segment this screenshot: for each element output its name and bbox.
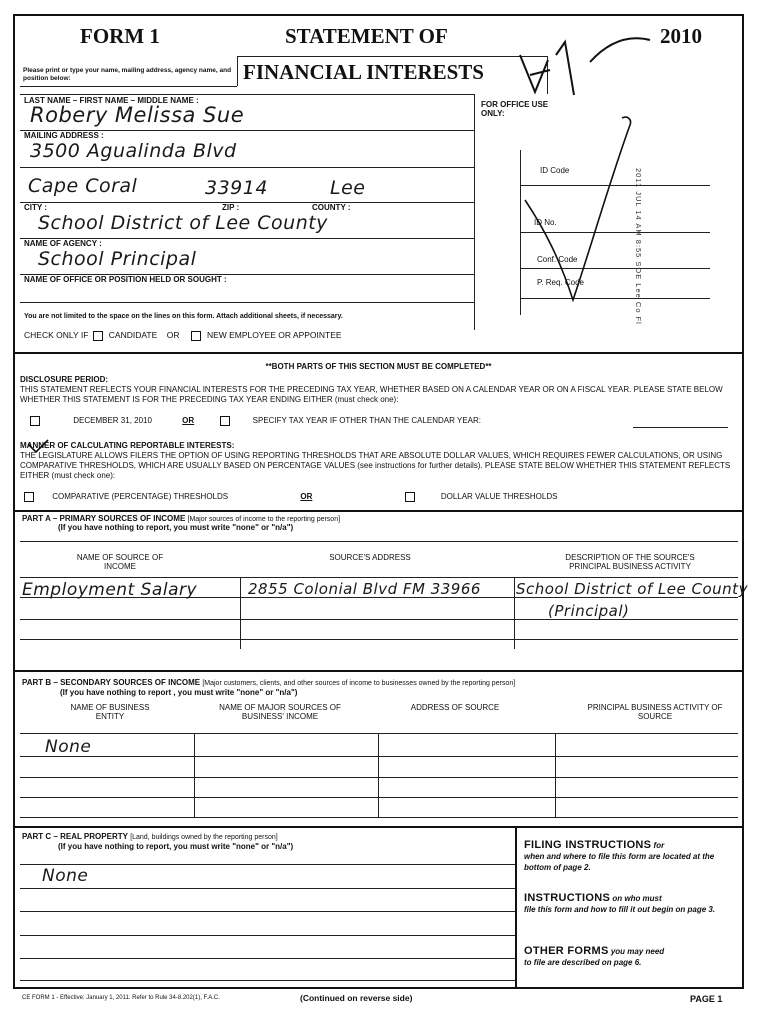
filing-head: FILING INSTRUCTIONS: [524, 839, 652, 851]
rule: [20, 864, 516, 865]
period-text: THIS STATEMENT REFLECTS YOUR FINANCIAL INTERESTS FOR THE PRECEDING TAX YEAR, WHETHER BASED ON A CALENDAR YEAR OR ON A FISCAL YEAR. PLEASE STATE BELOW WHETHER THIS STATEMENT IS FOR THE PRECEDING TAX YEAR ENDING EITHER (must check one):: [20, 385, 723, 404]
specify-checkbox[interactable]: [220, 416, 230, 426]
part-a-row1-desc[interactable]: School District of Lee County: [516, 580, 748, 598]
footer-page: PAGE 1: [690, 994, 723, 1004]
instr-text: file this form and how to fill it out begin on page 3.: [524, 905, 716, 914]
conf-code-label: Conf. Code: [537, 255, 578, 264]
rule: [20, 541, 738, 542]
check-only-label: CHECK ONLY IF: [24, 330, 89, 340]
part-a-row2-desc[interactable]: (Principal): [548, 602, 630, 620]
rule: [20, 756, 738, 757]
part-c-sub: (If you have nothing to report, you must write "none" or "n/a"): [58, 842, 294, 851]
or-label: OR: [300, 492, 313, 502]
footer-left: CE FORM 1 - Effective: January 1, 2011. Refer to Rule 34-8.202(1), F.A.C.: [22, 995, 220, 1001]
candidate-label: CANDIDATE: [108, 330, 158, 340]
who-must-file: [524, 893, 736, 915]
address-value[interactable]: 3500 Agualinda Blvd: [30, 140, 237, 162]
dec31-checkbox[interactable]: [30, 416, 40, 426]
swoosh-line: [590, 38, 650, 62]
filing-instructions: [524, 840, 736, 873]
part-a-col2: SOURCE'S ADDRESS: [329, 553, 411, 562]
p-req-code-label: P. Req. Code: [537, 278, 584, 287]
county-label: COUNTY :: [312, 203, 351, 212]
section-divider: [13, 510, 744, 512]
rule: [555, 733, 556, 817]
rule: [20, 777, 738, 778]
part-b-sub: (If you have nothing to report , you must write "none" or "n/a"): [60, 688, 298, 697]
office-check-mark: [525, 117, 631, 300]
other-on: you may need: [610, 947, 665, 956]
part-c-title: PART C – REAL PROPERTY: [22, 832, 128, 841]
disclosure-banner: **BOTH PARTS OF THIS SECTION MUST BE COMPLETED**: [265, 362, 492, 371]
part-b-col3: ADDRESS OF SOURCE: [410, 703, 500, 712]
instr-head: INSTRUCTIONS: [524, 892, 611, 904]
rule: [20, 911, 516, 912]
rule: [378, 733, 379, 817]
instr-on: on who must: [612, 894, 662, 903]
manner-text: THE LEGISLATURE ALLOWS FILERS THE OPTION OF USING REPORTING THRESHOLDS THAT ARE ABSOLUTE DOLLAR VALUES, WHICH REQUIRES FEWER CALCULATIONS, OR USING COMPARATIVE THRESHOLDS, WHICH ARE USUALLY BASED ON PERCENTAGE VALUES (see instructions for further details). PLEASE STATE BELOW WHETHER THIS STATEMENT REFLECTS EITHER (must check one):: [20, 451, 731, 480]
form-number: FORM 1: [80, 24, 160, 48]
rule: [20, 958, 516, 959]
agency-label: NAME OF AGENCY :: [24, 239, 102, 248]
other-forms: [524, 946, 736, 968]
part-a-row1-address[interactable]: 2855 Colonial Blvd FM 33966: [248, 580, 481, 598]
filing-for: for: [653, 841, 665, 850]
part-a-row1-name[interactable]: Employment Salary: [22, 580, 198, 600]
rule: [20, 733, 738, 734]
rule: [20, 639, 738, 640]
city-label: CITY :: [24, 203, 47, 212]
dec31-label: DECEMBER 31, 2010: [73, 416, 152, 426]
rule: [240, 577, 241, 649]
zip-value[interactable]: 33914: [205, 177, 268, 199]
name-label: LAST NAME – FIRST NAME – MIDDLE NAME :: [24, 96, 199, 105]
part-a-col1: NAME OF SOURCE OF INCOME: [76, 553, 164, 571]
rule: [20, 797, 738, 798]
specify-line: [633, 427, 728, 428]
city-value[interactable]: Cape Coral: [28, 175, 138, 197]
rule: [20, 888, 516, 889]
address-label: MAILING ADDRESS :: [24, 131, 104, 140]
part-b-title: PART B – SECONDARY SOURCES OF INCOME: [22, 678, 201, 687]
rule: [20, 980, 516, 981]
part-a-note: [Major sources of income to the reporting person]: [187, 516, 341, 523]
rule: [194, 733, 195, 817]
space-note: You are not limited to the space on the lines on this form. Attach additional sheets, if necessary.: [24, 313, 343, 320]
print-note: Please print or type your name, mailing address, agency name, and position below:: [23, 67, 232, 82]
period-title: DISCLOSURE PERIOD:: [20, 375, 109, 384]
section-divider: [13, 352, 744, 354]
dollar-checkbox[interactable]: [405, 492, 415, 502]
part-a-col3: DESCRIPTION OF THE SOURCE'S PRINCIPAL BUSINESS ACTIVITY: [565, 553, 695, 571]
agency-value[interactable]: School District of Lee County: [38, 212, 328, 234]
id-no-label: ID No.: [534, 218, 557, 227]
filing-text: when and where to file this form are located at the bottom of page 2.: [524, 852, 715, 872]
part-b-heading: [22, 678, 515, 687]
or-label: OR: [182, 416, 195, 426]
part-c-note: [Land, buildings owned by the reporting person]: [130, 834, 278, 841]
footer-continued: (Continued on reverse side): [300, 993, 413, 1003]
form-year: 2010: [660, 24, 702, 48]
rule: [20, 577, 738, 578]
form-title-line1: STATEMENT OF: [285, 24, 448, 48]
name-value[interactable]: Robery Melissa Sue: [30, 103, 245, 127]
part-a-title: PART A – PRIMARY SOURCES OF INCOME: [22, 514, 186, 523]
comparative-checkbox[interactable]: [24, 492, 34, 502]
dec31-row: [28, 416, 481, 426]
rule: [20, 935, 516, 936]
part-b-col2: NAME OF MAJOR SOURCES OF BUSINESS' INCOME: [219, 703, 341, 721]
or-label: OR: [166, 330, 180, 340]
part-c-heading: [22, 832, 278, 841]
rule: [514, 577, 515, 649]
position-label: NAME OF OFFICE OR POSITION HELD OR SOUGHT :: [24, 275, 227, 284]
id-code-label: ID Code: [540, 166, 570, 175]
office-use-label: FOR OFFICE USE ONLY:: [481, 100, 549, 118]
check-scribble: [520, 42, 574, 95]
part-c-row1[interactable]: None: [42, 866, 89, 886]
part-a-heading: [22, 514, 340, 523]
position-value[interactable]: School Principal: [38, 248, 197, 270]
dollar-label: DOLLAR VALUE THRESHOLDS: [440, 492, 558, 502]
rule: [20, 619, 738, 620]
section-divider: [13, 670, 744, 672]
part-b-row1[interactable]: None: [45, 737, 92, 757]
part-b-col4: PRINCIPAL BUSINESS ACTIVITY OF SOURCE: [587, 703, 723, 721]
manner-title: MANNER OF CALCULATING REPORTABLE INTERESTS:: [20, 441, 235, 450]
rule: [20, 817, 738, 818]
new-employee-label: NEW EMPLOYEE OR APPOINTEE: [206, 330, 342, 340]
specify-label: SPECIFY TAX YEAR IF OTHER THAN THE CALENDAR YEAR:: [252, 416, 481, 426]
part-b-col1: NAME OF BUSINESS ENTITY: [70, 703, 150, 721]
county-value[interactable]: Lee: [330, 177, 366, 199]
form-title-line2: FINANCIAL INTERESTS: [243, 60, 484, 84]
part-b-note: [Major customers, clients, and other sources of income to businesses owned by the reporting person]: [202, 680, 516, 687]
zip-label: ZIP :: [222, 203, 240, 212]
threshold-row: [22, 492, 557, 502]
comparative-label: COMPARATIVE (PERCENTAGE) THRESHOLDS: [52, 492, 229, 502]
other-head: OTHER FORMS: [524, 945, 609, 957]
part-a-sub: (If you have nothing to report, you must write "none" or "n/a"): [58, 523, 294, 532]
other-text: to file are described on page 6.: [524, 958, 642, 967]
